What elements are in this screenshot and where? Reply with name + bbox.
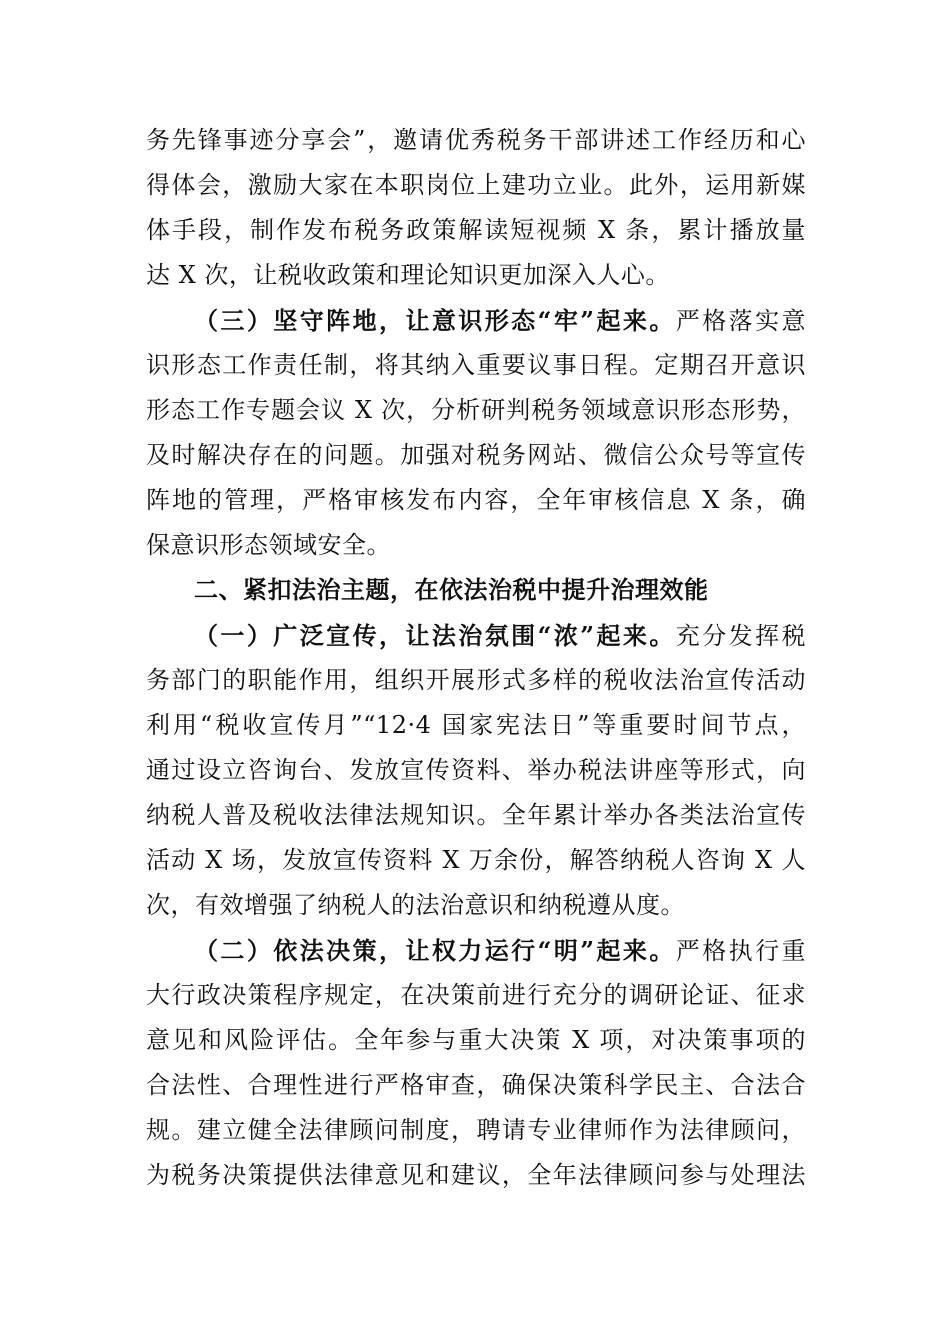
document-body (146, 118, 806, 1198)
text-line (146, 613, 806, 658)
text-line: 达 X 次，让税收政策和理论知识更加深入人心。 (146, 261, 670, 289)
text-line: 识形态工作责任制，将其纳入重要议事日程。定期召开意识 (146, 351, 806, 379)
text-line: 务先锋事迹分享会”，邀请优秀税务干部讲述工作经历和心 (146, 126, 806, 154)
text-line: 阵地的管理，严格审核发布内容，全年审核信息 X 条，确 (146, 486, 806, 514)
text-fragment: 严格执行重 (675, 937, 806, 965)
paragraph-continuation (146, 118, 806, 298)
text-line: 利用“税收宣传月”“12·4 国家宪法日”等重要时间节点， (146, 711, 806, 739)
text-line: 务部门的职能作用，组织开展形式多样的税收法治宣传活动 (146, 666, 806, 694)
paragraph-section-3 (146, 298, 806, 568)
text-line (146, 298, 806, 343)
paragraph-section-1 (146, 613, 806, 928)
text-line: 合法性、合理性进行严格审查，确保决策科学民主、合法合 (146, 1071, 806, 1099)
text-line: 通过设立咨询台、发放宣传资料、举办税法讲座等形式，向 (146, 756, 806, 784)
text-line: 体手段，制作发布税务政策解读短视频 X 条，累计播放量 (146, 216, 806, 244)
text-line: 及时解决存在的问题。加强对税务网站、微信公众号等宣传 (146, 441, 806, 469)
text-line: 规。建立健全法律顾问制度，聘请专业律师作为法律顾问， (146, 1116, 806, 1144)
text-line (146, 928, 806, 973)
paragraph-section-2 (146, 928, 806, 1198)
text-fragment: 充分发挥税 (675, 622, 806, 650)
text-line: 保意识形态领域安全。 (146, 531, 391, 559)
text-line: 活动 X 场，发放宣传资料 X 万余份，解答纳税人咨询 X 人 (146, 846, 806, 874)
section-lead: （一）广泛宣传，让法治氛围“浓”起来。 (194, 621, 676, 650)
text-line: 次，有效增强了纳税人的法治意识和纳税遵从度。 (146, 891, 685, 919)
text-fragment: 严格落实意 (675, 307, 806, 335)
text-line: 意见和风险评估。全年参与重大决策 X 项，对决策事项的 (146, 1026, 806, 1054)
text-line: 为税务决策提供法律意见和建议，全年法律顾问参与处理法 (146, 1161, 806, 1189)
text-line: 大行政决策程序规定，在决策前进行充分的调研论证、征求 (146, 981, 806, 1009)
text-line: 形态工作专题会议 X 次，分析研判税务领域意识形态形势， (146, 396, 806, 424)
text-line: 纳税人普及税收法律法规知识。全年累计举办各类法治宣传 (146, 801, 806, 829)
text-line: 得体会，激励大家在本职岗位上建功立业。此外，运用新媒 (146, 171, 806, 199)
section-lead: （三）坚守阵地，让意识形态“牢”起来。 (194, 306, 676, 335)
section-lead: （二）依法决策，让权力运行“明”起来。 (194, 936, 676, 965)
section-heading: 二、紧扣法治主题，在依法治税中提升治理效能 (194, 576, 709, 604)
